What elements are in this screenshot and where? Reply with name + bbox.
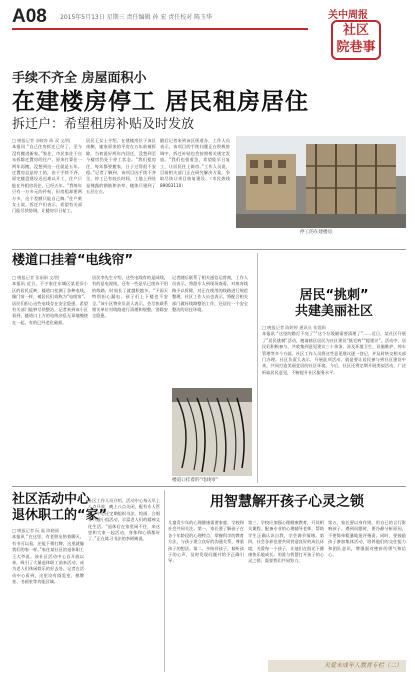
lead-column-1 [12,138,82,246]
column-tag-banner: 关爱未成年人教育专栏（二） [268,660,406,672]
lead-headline [12,70,410,134]
story2-column-1-text: 本报讯 近日，不少家住东城区某老旧小区的居民反映，楼道口挂满了各种电线，像门帘一样，被居民们戏称为“电线帘”。居民们担心这些电线存在安全隐患，希望有关部门能够尽快整治。记者来到该小区看到，楼道口上方的电线杂乱无章地缠绕在一起，有的已经老化破损。 [12,281,88,325]
lead-kicker: 手续不齐全 房屋面积小 [12,71,147,86]
lead-subtitle: 拆迁户：希望租房补贴及时发放 [12,117,195,132]
story4-title-line1: 社区活动中心 [12,492,91,507]
story3-title-line2: 共建美丽社区 [294,304,373,319]
story4-column-2: 社区工作人员介绍，活动中心每天早上八点开放，晚上八点关闭，配有专人管理。中心还定期组织书法、绘画、合唱等兴趣小组活动，丰富老人们的精神文化生活。“退休后在家里闲不住，来这里和大家一起活动，身体和心情都好了。”正在练习书法的李阿姨说。 [88,498,160,542]
story5-column-2: 第三，学校应加强心理健康教育，开设相关课程，配备专业的心理辅导老师，帮助学生正确认识自我，学会调节情绪。第四，社会各界也要共同营造良好的成长环境，关爱每一个孩子，让他们在阳光下健康快乐地成长。用爱与智慧打开孩子的心灵之锁，需要我们共同努力。 [248,520,324,564]
story3-text: 本报讯 “这里的路灯不亮了”“这个垃圾桶需要清理了”……近日，某社区开展了“居民挑刺”活动，邀请辖区居民为社区建设“挑毛病”“提建议”。活动中，居民们积极参与，共收集到意见建议三十余条，涉及环境卫生、设施维护、停车管理等多个方面。社区工作人员将这些意见建议逐一登记，并及时转交相关部门办理。社区负责人表示，开展此项活动，就是要让居民参与到社区建设中来，共同打造美丽宜居的社区环境。今后，社区还将定期开展类似活动，广泛听取居民意见，不断提升社区服务水平。 [262,331,406,375]
section-tag-line2: 院巷事 [336,40,376,55]
story2-byline: □ 晚报记者 张丽娟 文/图 [12,275,60,280]
wires-image [172,388,252,476]
lead-column-2: 居民王女士介绍，在建楼房位于该区南侧，她家原来的平房在五年前被拆除，当初说好两年内回迁，没想到至今楼房仍处于停工状态。“我们租房住，每年都要搬家，日子过得很不安稳。”记者了解到，该项目因手续不齐全，停工已有较长时间，工地上到处是裸露的钢筋和杂草，楼体只建到了五层左右。 [86,138,156,195]
lead-column-1-text: 本报讯 “自己住房拆迁已经了，至今没有搬进新家。”家住，市民家住于自未拆除迁置房的住户。原来打算住一两年再搬，没想到这一住就是五年。迁置房总是停工的，由于手续不齐，原定楼盘建设迟迟难以开工，住户只能在外租房居住，已经五年。“我每年只有一万多元的补贴，但房租却要两万多，这个差额只能自己掏。”住户黄女士说。拆迁户们表示，希望有关部门能尽快协调，让楼房早日复工。 [12,144,82,214]
page-meta: 2015年5月13日 星期三 责任编辑 孙 宏 责任校对 陈玉华 [60,14,213,21]
lead-title: 在建楼房停工 居民租房居住 [12,89,310,115]
divider [12,486,406,487]
story4-column-1 [12,528,84,670]
story2-title: 楼道口挂着“电线帘” [12,253,134,268]
story2-photo-caption: 楼道口挂着的“电线帘” [172,478,219,483]
story4-column-1-text: 本报讯 “在这里，有老朋友陪着聊天，有书可以看，还能下棋打牌，这里就像我们的家一样。”家住某社区的退休职工王大爷说。该社区活动中心自开放以来，吸引了大量退休职工前来活动，成为老人们休闲娱乐的好去处。记者在活动中心看到，这里设有阅览室、棋牌室、书画室等功能区域。 [12,534,84,585]
header-rule [12,28,308,30]
divider [12,249,406,250]
column-divider [257,253,258,483]
story2-column-3: 记者随后联系了相关通信运营商，工作人员表示，将派专人到现场查看，对废弃线路予以拆除，对正在使用的线路进行规范整理。社区工作人员也表示，将配合相关部门做好线路整治工作，还居民一个安全整洁的居住环境。 [172,275,248,313]
section-tag [331,20,381,60]
page-number: A08 [12,6,47,27]
lead-photo [236,136,406,228]
story2-column-1 [12,275,88,475]
story4-byline: □ 晚报记者 阮 磊 陈晓丽 [12,528,59,533]
page-header [0,0,415,62]
lead-column-3: 随后记者来到该区街道办，工作人员表示，该项目的手续问题正在积极协调中，拆迁补贴也会按照相关规定发放。“我们也很着急，希望能早日复工，让居民住上新房。”工作人员说，目前相关部门正在研究解决方案，争取尽快让项目恢复建设。（市民热线 89003110） [160,138,230,188]
story5-title: 用智慧解开孩子心灵之锁 [210,494,364,510]
story4-title-line2: 退休职工的“家” [12,508,108,523]
column-divider [164,490,165,672]
lead-byline: □ 晚报记者 杂晓容 陈 双 文/图 [12,138,71,143]
construction-site-image [236,136,406,228]
story5-column-3: 第五，家长要以身作则，用自己的言行影响孩子。遇到问题时，要冷静分析原因，不要简单粗暴地批评指责。同时，要鼓励孩子参加集体活动，培养他们的交往能力和团队意识，增强面对挫折的勇气和信心。 [328,520,406,558]
story3-title [262,288,406,320]
lead-photo-caption: 停工的在建楼房 [300,230,333,235]
story5-column-1: 儿童青少年的心理健康需要家庭、学校和社会共同关注。第一，家长要了解孩子在各个年龄段的心理特点，掌握科学的教育方法，与孩子建立良好的沟通关系，尊重孩子的想法。第二，多陪伴孩子，倾听孩子的心声，及时发现问题并给予正确引导。 [168,520,244,564]
story2-photo [172,388,252,476]
story3-body [262,325,406,485]
section-tag-line1: 社区 [342,23,369,38]
story2-column-2: 居民李先生介绍，这些电线有的是网线，有的是电视线，还有一些是早已废弃不用的线路，时间长了就越积越多。“下雨天特别担心漏电，孩子们上下楼也不安全。”该小区物业负责人表示，会尽快联系相关单位对线路进行清理和规整，消除安全隐患。 [92,275,168,319]
brand-logo-text: 关中周报 [328,10,368,21]
story3-byline: □ 晚报记者 陈婷婷 通讯员 张霞娟 [262,325,326,330]
story3-title-line1: 居民“挑刺” [299,288,369,303]
